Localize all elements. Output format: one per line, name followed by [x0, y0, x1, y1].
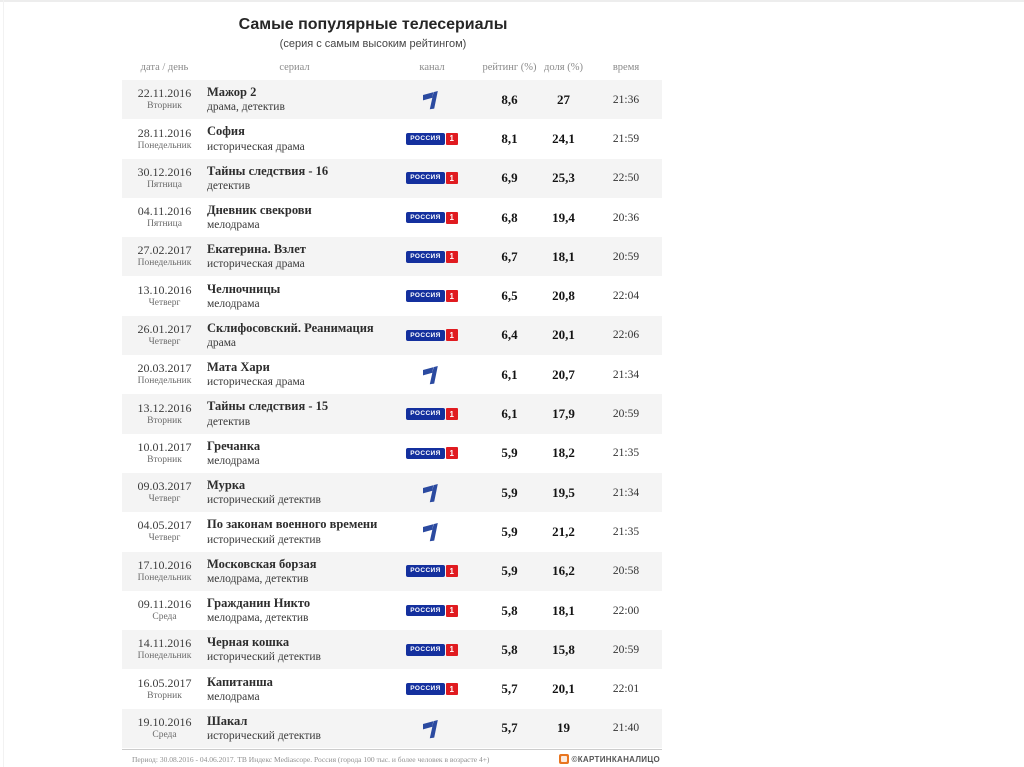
series-cell	[207, 163, 382, 194]
date-cell	[122, 322, 207, 349]
series-cell	[207, 359, 382, 390]
col-header-share: доля (%)	[544, 62, 583, 73]
series-cell	[207, 202, 382, 233]
channel-cell	[382, 251, 482, 263]
air-day: Четверг	[148, 297, 181, 308]
channel-cell	[382, 408, 482, 420]
date-cell	[122, 558, 207, 585]
air-day: Вторник	[147, 101, 182, 112]
rating-cell: 5,7	[501, 720, 518, 736]
rating-cell: 6,1	[501, 366, 518, 382]
air-date: 19.10.2016	[137, 714, 192, 729]
series-cell	[207, 556, 382, 587]
share-cell: 18,1	[552, 602, 575, 618]
channel-cell	[382, 364, 482, 385]
rossiya-label: РОССИЯ	[406, 133, 444, 145]
rossiya-one: 1	[446, 133, 458, 145]
rossiya-one: 1	[446, 644, 458, 656]
series-title: Екатерина. Взлет	[207, 242, 306, 257]
table-row	[122, 80, 662, 119]
date-cell	[122, 518, 207, 545]
time-cell: 21:36	[612, 93, 640, 106]
series-genre: исторический детектив	[207, 651, 321, 664]
date-cell	[122, 204, 207, 231]
air-date: 28.11.2016	[137, 125, 192, 140]
page-subtitle: (серия с самым высоким рейтингом)	[279, 38, 467, 50]
series-genre: историческая драма	[207, 258, 305, 271]
rossiya-label: РОССИЯ	[406, 290, 444, 302]
credit-text: ©КАРТИНКАНАЛИЦО	[571, 754, 660, 764]
series-genre: мелодрама, детектив	[207, 572, 309, 585]
slide-frame-left	[3, 0, 4, 767]
share-cell: 20,8	[552, 288, 575, 304]
share-cell: 27	[557, 91, 570, 107]
share-cell: 19	[557, 720, 570, 736]
time-cell: 22:01	[612, 683, 640, 696]
table-row	[122, 394, 662, 433]
table-row	[122, 669, 662, 708]
series-cell	[207, 595, 382, 626]
time-cell: 22:50	[612, 172, 640, 185]
series-genre: исторический детектив	[207, 533, 321, 546]
series-title: Черная кошка	[207, 635, 290, 650]
rossiya-label: РОССИЯ	[406, 605, 444, 617]
rossiya-1-logo-icon	[406, 290, 457, 302]
air-day: Пятница	[147, 219, 182, 230]
rossiya-one: 1	[446, 290, 458, 302]
title-block	[103, 16, 643, 50]
air-date: 16.05.2017	[137, 675, 192, 690]
table-row	[122, 434, 662, 473]
time-cell: 21:35	[612, 525, 640, 538]
air-date: 17.10.2016	[137, 557, 192, 572]
share-cell: 20,1	[552, 681, 575, 697]
channel-one-logo-icon	[423, 718, 441, 739]
channel-one-logo-icon	[423, 89, 441, 110]
air-day: Вторник	[147, 454, 182, 465]
rating-cell: 6,7	[501, 248, 518, 264]
series-genre: мелодрама	[207, 454, 260, 467]
rossiya-one: 1	[446, 212, 458, 224]
rating-cell: 5,9	[501, 484, 518, 500]
rossiya-1-logo-icon	[406, 644, 457, 656]
col-header-series: сериал	[279, 62, 310, 73]
air-date: 09.11.2016	[137, 597, 192, 612]
table-row	[122, 316, 662, 355]
series-cell	[207, 713, 382, 744]
air-day: Четверг	[148, 494, 181, 505]
channel-cell	[382, 290, 482, 302]
series-cell	[207, 241, 382, 272]
date-cell	[122, 636, 207, 663]
time-cell: 20:58	[612, 565, 640, 578]
rossiya-1-logo-icon	[406, 565, 457, 577]
air-day: Понедельник	[137, 258, 192, 269]
rossiya-one: 1	[446, 251, 458, 263]
air-date: 04.05.2017	[137, 518, 192, 533]
series-genre: мелодрама, детектив	[207, 612, 309, 625]
series-title: Гречанка	[207, 438, 261, 453]
rating-cell: 6,8	[501, 209, 518, 225]
share-cell: 19,5	[552, 484, 575, 500]
air-day: Понедельник	[137, 140, 192, 151]
air-day: Вторник	[147, 415, 182, 426]
series-cell	[207, 281, 382, 312]
series-title: Челночницы	[207, 281, 281, 296]
time-cell: 21:34	[612, 486, 640, 499]
air-date: 13.12.2016	[137, 400, 192, 415]
date-cell	[122, 597, 207, 624]
channel-one-logo-icon	[423, 364, 441, 385]
table-footer	[122, 749, 662, 764]
rossiya-one: 1	[446, 172, 458, 184]
date-cell	[122, 86, 207, 113]
share-cell: 17,9	[552, 406, 575, 422]
air-day: Вторник	[147, 690, 182, 701]
rossiya-1-logo-icon	[406, 408, 457, 420]
rating-cell: 5,9	[501, 445, 518, 461]
date-cell	[122, 243, 207, 270]
rating-cell: 5,8	[501, 602, 518, 618]
share-cell: 18,2	[552, 445, 575, 461]
time-cell: 22:00	[612, 604, 640, 617]
air-date: 26.01.2017	[137, 321, 192, 336]
series-genre: драма	[207, 337, 237, 350]
channel-cell	[382, 133, 482, 145]
series-title: Московская борзая	[207, 556, 317, 571]
rossiya-label: РОССИЯ	[406, 172, 444, 184]
rossiya-1-logo-icon	[406, 683, 457, 695]
share-cell: 19,4	[552, 209, 575, 225]
table-header-row	[122, 57, 662, 78]
rating-cell: 6,1	[501, 406, 518, 422]
series-genre: историческая драма	[207, 140, 305, 153]
rossiya-1-logo-icon	[406, 133, 457, 145]
rossiya-1-logo-icon	[406, 172, 457, 184]
rossiya-label: РОССИЯ	[406, 408, 444, 420]
rossiya-label: РОССИЯ	[406, 251, 444, 263]
rating-cell: 6,9	[501, 170, 518, 186]
air-date: 22.11.2016	[137, 86, 192, 101]
series-title: Гражданин Никто	[207, 595, 311, 610]
air-day: Среда	[152, 612, 177, 623]
channel-cell	[382, 605, 482, 617]
rossiya-label: РОССИЯ	[406, 644, 444, 656]
channel-cell	[382, 565, 482, 577]
share-cell: 24,1	[552, 130, 575, 146]
date-cell	[122, 126, 207, 153]
channel-cell	[382, 644, 482, 656]
rossiya-label: РОССИЯ	[406, 330, 444, 342]
source-note: Период: 30.08.2016 - 04.06.2017. ТВ Индекс Mediascope. Россия (города 100 тыс. и более человек в возрасте 4+)	[132, 754, 490, 764]
series-title: По законам военного времени	[207, 517, 378, 532]
table-row	[122, 237, 662, 276]
table-row	[122, 709, 662, 748]
series-cell	[207, 438, 382, 469]
air-day: Понедельник	[137, 572, 192, 583]
table-row	[122, 630, 662, 669]
table-row	[122, 512, 662, 551]
series-cell	[207, 477, 382, 508]
series-cell	[207, 84, 382, 115]
channel-cell	[382, 172, 482, 184]
date-cell	[122, 676, 207, 703]
time-cell: 21:59	[612, 132, 640, 145]
credit-block	[559, 754, 662, 764]
air-date: 27.02.2017	[137, 243, 192, 258]
series-title: Тайны следствия - 16	[207, 163, 329, 178]
air-date: 14.11.2016	[137, 636, 192, 651]
share-cell: 18,1	[552, 248, 575, 264]
channel-one-logo-icon	[423, 521, 441, 542]
channel-cell	[382, 521, 482, 542]
table-body	[122, 80, 662, 748]
air-day: Понедельник	[137, 376, 192, 387]
share-cell: 25,3	[552, 170, 575, 186]
col-header-rating: рейтинг (%)	[482, 62, 537, 73]
date-cell	[122, 715, 207, 742]
rossiya-1-logo-icon	[406, 251, 457, 263]
table-row	[122, 552, 662, 591]
series-title: Шакал	[207, 713, 248, 728]
rossiya-one: 1	[446, 683, 458, 695]
table-row	[122, 119, 662, 158]
rossiya-label: РОССИЯ	[406, 565, 444, 577]
rossiya-label: РОССИЯ	[406, 448, 444, 460]
page-title: Самые популярные телесериалы	[238, 16, 508, 33]
air-date: 04.11.2016	[137, 204, 192, 219]
air-day: Четверг	[148, 336, 181, 347]
time-cell: 20:59	[612, 250, 640, 263]
series-genre: мелодрама	[207, 690, 260, 703]
table-row	[122, 198, 662, 237]
col-header-time: время	[612, 62, 640, 73]
rossiya-one: 1	[446, 605, 458, 617]
air-date: 10.01.2017	[137, 439, 192, 454]
date-cell	[122, 165, 207, 192]
channel-cell	[382, 718, 482, 739]
rossiya-1-logo-icon	[406, 212, 457, 224]
ratings-table	[122, 57, 662, 764]
series-genre: детектив	[207, 179, 251, 192]
time-cell: 22:06	[612, 329, 640, 342]
rating-cell: 5,9	[501, 523, 518, 539]
date-cell	[122, 283, 207, 310]
time-cell: 22:04	[612, 290, 640, 303]
share-cell: 15,8	[552, 641, 575, 657]
rossiya-1-logo-icon	[406, 447, 457, 459]
series-cell	[207, 634, 382, 665]
air-date: 13.10.2016	[137, 282, 192, 297]
table-row	[122, 355, 662, 394]
series-genre: исторический детектив	[207, 730, 321, 743]
air-day: Среда	[152, 729, 177, 740]
series-title: Мурка	[207, 478, 246, 493]
slide-frame-top	[0, 0, 1024, 2]
series-title: Мата Хари	[207, 360, 270, 375]
channel-cell	[382, 447, 482, 459]
rating-cell: 6,5	[501, 288, 518, 304]
air-date: 30.12.2016	[137, 164, 192, 179]
rossiya-label: РОССИЯ	[406, 212, 444, 224]
share-cell: 20,7	[552, 366, 575, 382]
table-row	[122, 276, 662, 315]
rating-cell: 5,7	[501, 681, 518, 697]
series-title: Склифосовский. Реанимация	[207, 320, 374, 335]
time-cell: 21:40	[612, 722, 640, 735]
time-cell: 20:59	[612, 408, 640, 421]
series-cell	[207, 674, 382, 705]
time-cell: 21:35	[612, 447, 640, 460]
rating-cell: 8,6	[501, 91, 518, 107]
rossiya-one: 1	[446, 408, 458, 420]
date-cell	[122, 479, 207, 506]
series-genre: детектив	[207, 415, 251, 428]
series-genre: историческая драма	[207, 376, 305, 389]
time-cell: 20:59	[612, 643, 640, 656]
channel-one-logo-icon	[423, 482, 441, 503]
col-header-date: дата / день	[140, 62, 189, 73]
rossiya-label: РОССИЯ	[406, 683, 444, 695]
time-cell: 21:34	[612, 368, 640, 381]
date-cell	[122, 361, 207, 388]
series-genre: мелодрама	[207, 219, 260, 232]
share-cell: 21,2	[552, 523, 575, 539]
table-row	[122, 473, 662, 512]
rossiya-one: 1	[446, 329, 458, 341]
time-cell: 20:36	[612, 211, 640, 224]
rating-cell: 8,1	[501, 130, 518, 146]
series-cell	[207, 516, 382, 547]
table-row	[122, 591, 662, 630]
air-day: Четверг	[148, 533, 181, 544]
col-header-channel: канал	[419, 62, 445, 73]
series-title: Мажор 2	[207, 85, 257, 100]
air-day: Понедельник	[137, 651, 192, 662]
channel-cell	[382, 89, 482, 110]
air-date: 09.03.2017	[137, 479, 192, 494]
credit-logo-icon	[559, 754, 569, 764]
air-day: Пятница	[147, 179, 182, 190]
date-cell	[122, 401, 207, 428]
rossiya-1-logo-icon	[406, 329, 457, 341]
air-date: 20.03.2017	[137, 361, 192, 376]
channel-cell	[382, 329, 482, 341]
table-row	[122, 159, 662, 198]
series-title: София	[207, 124, 245, 139]
series-title: Дневник свекрови	[207, 202, 312, 217]
rating-cell: 5,9	[501, 563, 518, 579]
series-title: Тайны следствия - 15	[207, 399, 329, 414]
series-genre: мелодрама	[207, 297, 260, 310]
rating-cell: 6,4	[501, 327, 518, 343]
rossiya-one: 1	[446, 565, 458, 577]
share-cell: 16,2	[552, 563, 575, 579]
share-cell: 20,1	[552, 327, 575, 343]
channel-cell	[382, 212, 482, 224]
series-cell	[207, 398, 382, 429]
channel-cell	[382, 482, 482, 503]
channel-cell	[382, 683, 482, 695]
series-title: Капитанша	[207, 674, 273, 689]
rating-cell: 5,8	[501, 641, 518, 657]
rossiya-1-logo-icon	[406, 605, 457, 617]
series-genre: исторический детектив	[207, 494, 321, 507]
series-genre: драма, детектив	[207, 101, 285, 114]
rossiya-one: 1	[446, 447, 458, 459]
date-cell	[122, 440, 207, 467]
series-cell	[207, 320, 382, 351]
series-cell	[207, 123, 382, 154]
